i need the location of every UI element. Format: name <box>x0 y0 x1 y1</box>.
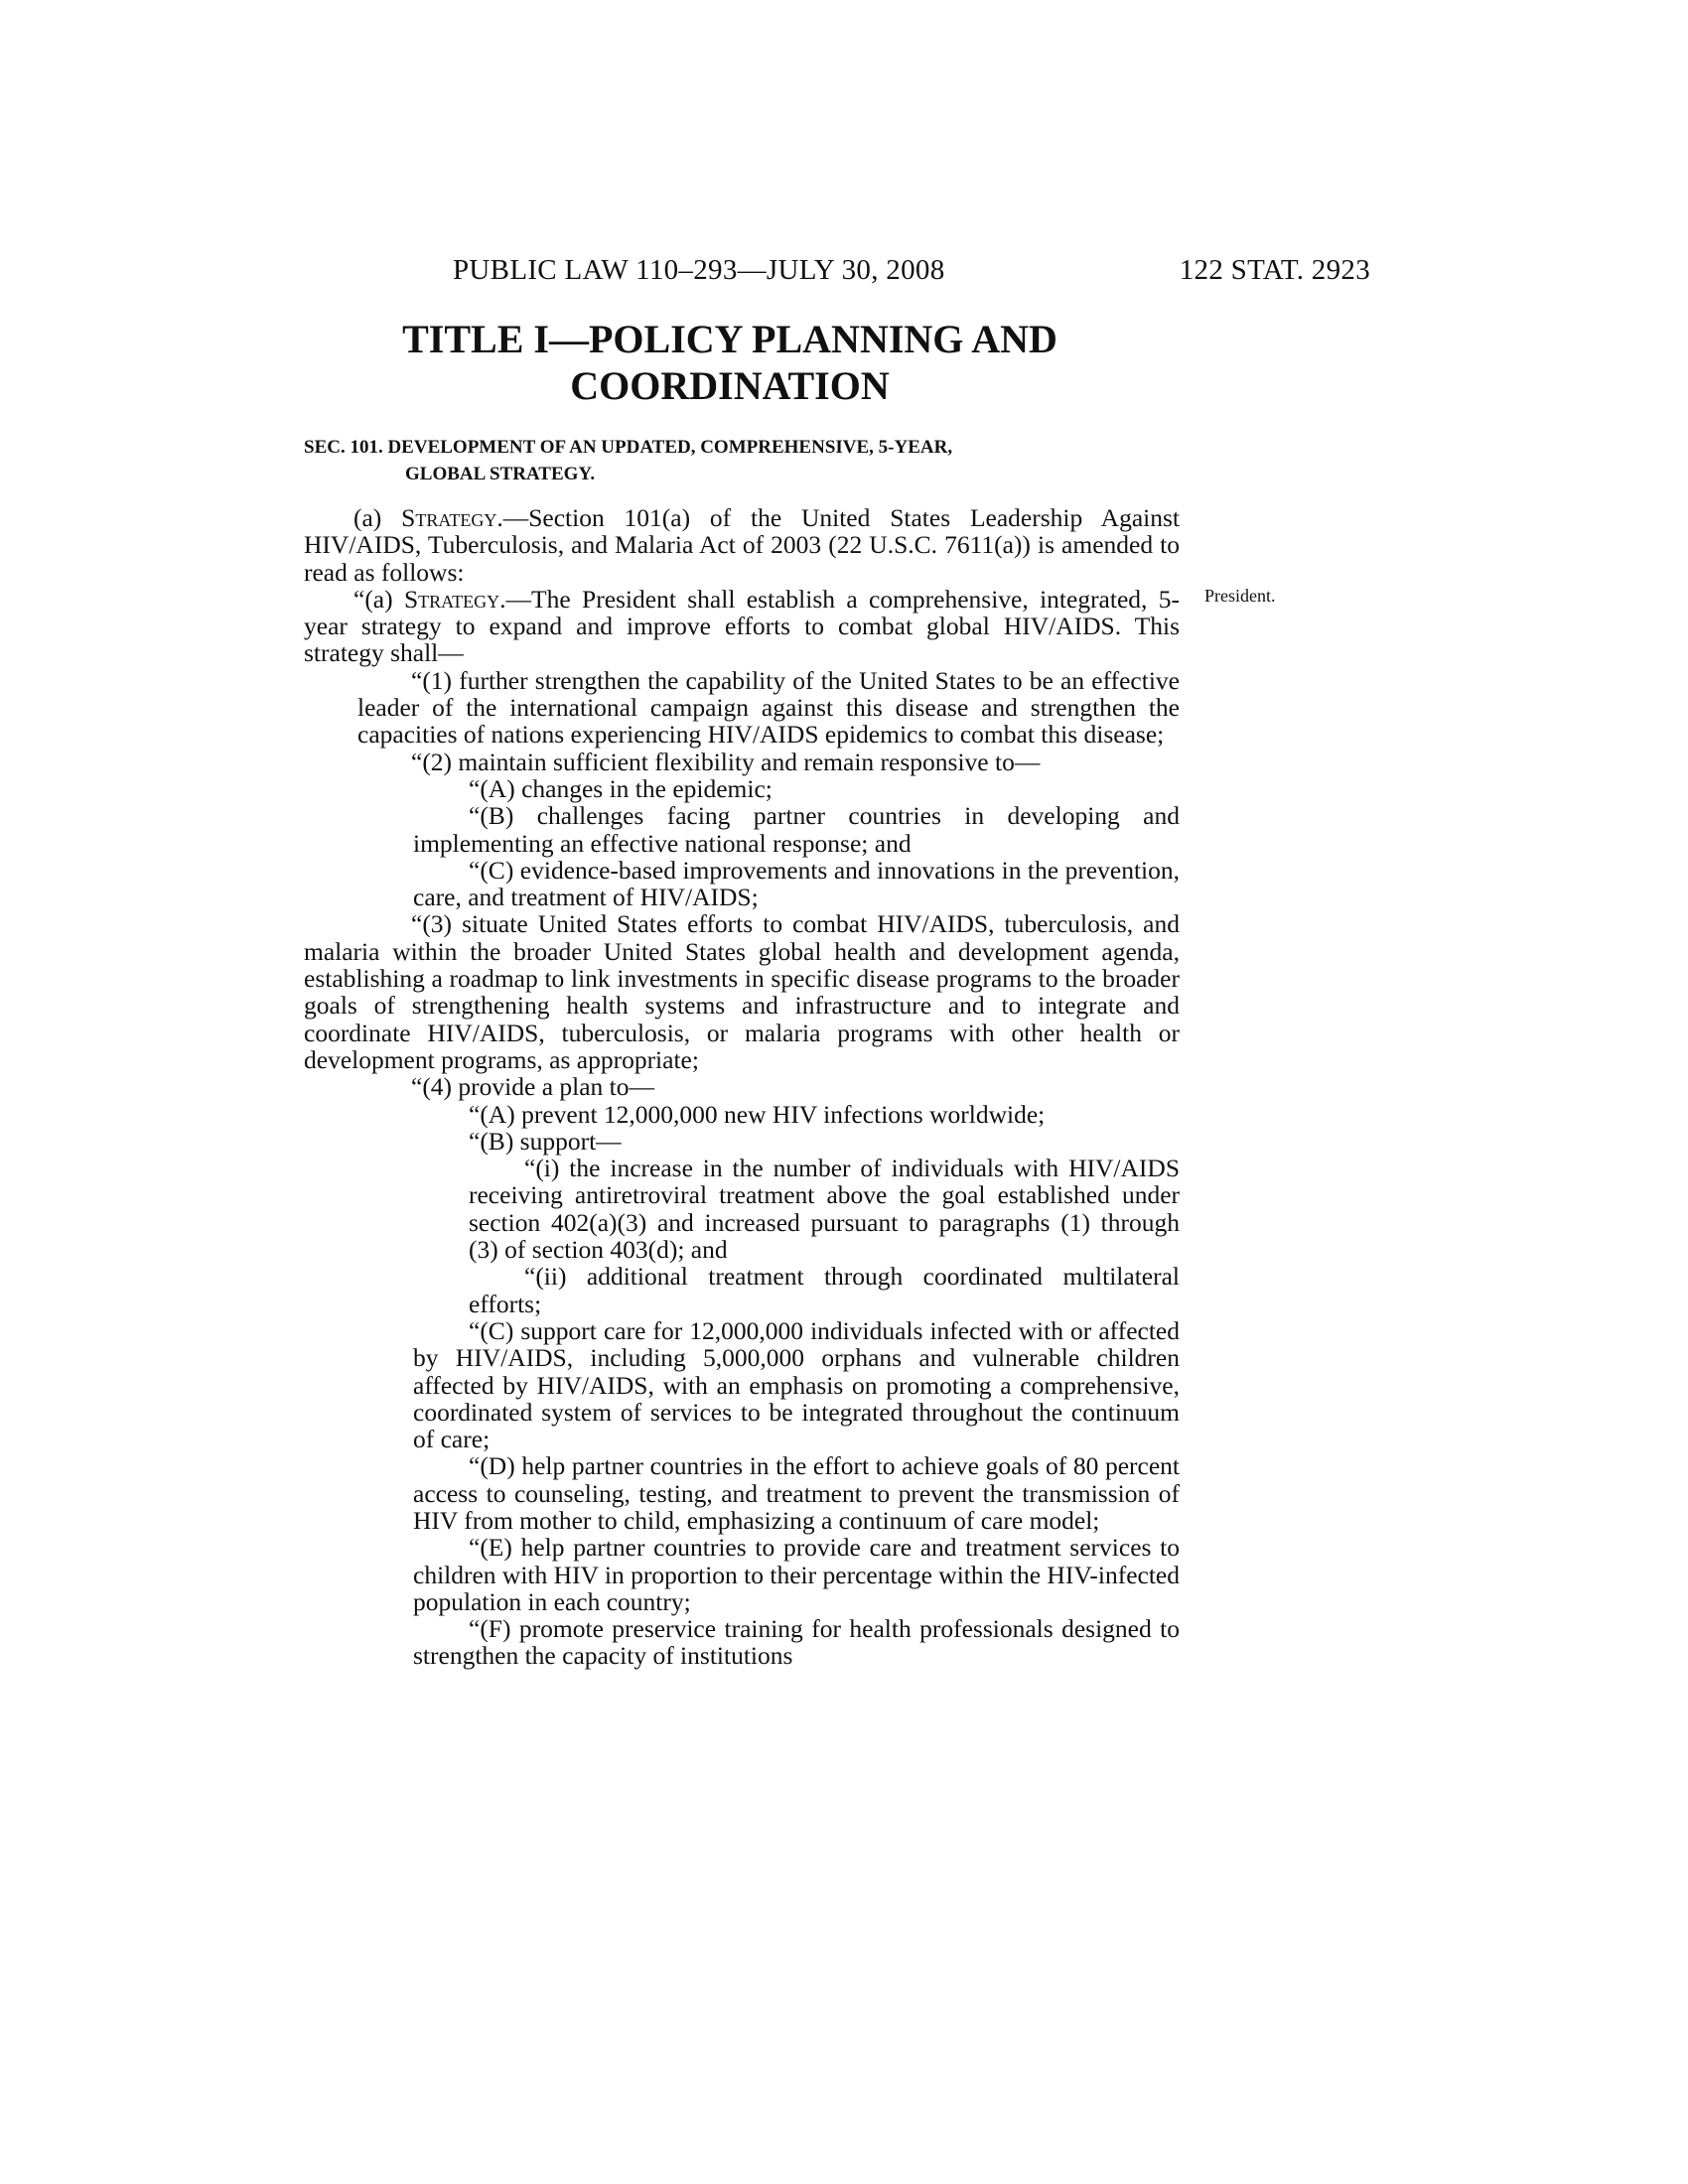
title-heading <box>298 316 1162 409</box>
subparagraph-2A: “(A) changes in the epidemic; <box>469 773 773 803</box>
subparagraph-4B: “(B) support— <box>469 1126 622 1156</box>
section-heading <box>304 434 1180 487</box>
paragraph-3: “(3) situate United States efforts to combat HIV/AIDS, tuberculosis, and malaria within the broader United States global health and development agenda, establishing a roadmap to link investments in specific disease programs to the broader goals of strengthening health systems and infrastructure and to integrate and coordinate HIV/AIDS, tuberculosis, or malaria programs with other health or development programs, as appropriate; <box>304 909 1180 1074</box>
subparagraph-4A: “(A) prevent 12,000,000 new HIV infections worldwide; <box>469 1099 1046 1129</box>
running-header <box>298 250 1370 290</box>
paragraph-a-quoted: “(a) Strategy.—The President shall establish a comprehensive, integrated, 5-year strategy to expand and improve efforts to combat global HIV/AIDS. This strategy shall— <box>304 584 1180 668</box>
margin-note: President. <box>1204 586 1276 606</box>
section-heading-line-2: GLOBAL STRATEGY. <box>405 464 596 484</box>
subparagraph-4F: “(F) promote preservice training for health professionals designed to strengthen the capacity of institutions <box>413 1614 1180 1671</box>
clause-4Bii: “(ii) additional treatment through coordinated multilateral efforts; <box>469 1262 1180 1318</box>
paragraph-1: “(1) further strengthen the capability of the United States to be an effective leader of the international campaign against this disease and strengthen the capacities of nations experiencing HIV/AIDS epidemics to combat this disease; <box>357 665 1180 750</box>
paragraph-4: “(4) provide a plan to— <box>411 1072 655 1102</box>
paragraph-a-intro: (a) Strategy.—Section 101(a) of the United States Leadership Against HIV/AIDS, Tuberculosis, and Malaria Act of 2003 (22 U.S.C. 7611(a)) is amended to read as follows: <box>304 503 1180 587</box>
document-body <box>304 504 1180 1670</box>
section-heading-line-1: SEC. 101. DEVELOPMENT OF AN UPDATED, COMPREHENSIVE, 5-YEAR, <box>304 437 953 458</box>
subparagraph-2C: “(C) evidence-based improvements and innovations in the prevention, care, and treatment of HIV/AIDS; <box>413 855 1180 912</box>
subparagraph-4E: “(E) help partner countries to provide care and treatment services to children with HIV in proportion to their percentage within the HIV-infected population in each country; <box>413 1533 1180 1616</box>
title-line-2: COORDINATION <box>570 363 890 408</box>
title-line-1: TITLE I—POLICY PLANNING AND <box>402 317 1057 361</box>
clause-4Bi: “(i) the increase in the number of individuals with HIV/AIDS receiving antiretroviral treatment above the goal established under section 402(a)(3) and increased pursuant to paragraphs (1) through (3) of section 403(d); and <box>469 1154 1180 1265</box>
subparagraph-2B: “(B) challenges facing partner countries in developing and implementing an effective national response; and <box>413 801 1180 858</box>
public-law-citation: PUBLIC LAW 110–293—JULY 30, 2008 <box>453 254 945 286</box>
paragraph-2: “(2) maintain sufficient flexibility and remain responsive to— <box>411 747 1041 776</box>
statute-page-number: 122 STAT. 2923 <box>1179 254 1370 286</box>
subparagraph-4D: “(D) help partner countries in the effort to achieve goals of 80 percent access to counseling, testing, and treatment to prevent the transmission of HIV from mother to child, emphasizing a continuum of care model; <box>413 1451 1180 1535</box>
subparagraph-4C: “(C) support care for 12,000,000 individuals infected with or affected by HIV/AIDS, including 5,000,000 orphans and vulnerable children affected by HIV/AIDS, with an emphasis on promoting a comprehensive, coordinated system of services to be integrated throughout the continuum of care; <box>413 1315 1180 1454</box>
